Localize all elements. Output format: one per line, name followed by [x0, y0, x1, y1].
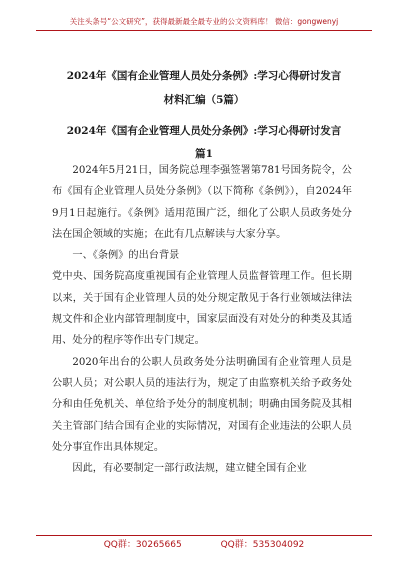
document-body	[52, 160, 352, 479]
body-paragraph: 2024年5月21日，国务院总理李强签署第781号国务院令，公布《国有企业管理人员处分条例》（以下简称《条例》），自2024年9月1日起施行。《条例》适用范围广泛，细化了公职人员政务处分法在国企领域的实施；在此有几点解读与大家分享。	[52, 165, 352, 240]
header-banner: 关注头条号“公文研究”，获得最新最全最专业的公文资料库！ 微信：gongwenyj	[69, 17, 339, 26]
header-divider	[36, 30, 372, 31]
document-subtitle: 材料汇编（5篇）	[163, 94, 245, 106]
footer-qq-group-1: QQ群：30265665	[103, 540, 182, 550]
article-title: 2024年《国有企业管理人员处分条例》:学习心得研讨发言	[66, 125, 342, 137]
footer-qq-group-2: QQ群：535304092	[220, 540, 305, 550]
body-paragraph: 因此，有必要制定一部行政法规，建立健全国有企业	[72, 463, 307, 475]
body-paragraph: 党中央、国务院高度重视国有企业管理人员监督管理工作。但长期以来，关于国有企业管理人员的处分规定散见于各行业领域法律法规文件和企业内部管理制度中，国家层面没有对处分的种类及其适用、处分的程序等作出专门规定。	[52, 271, 352, 347]
footer	[0, 537, 408, 550]
footer-divider	[36, 535, 372, 536]
section-heading: 一、《条例》的出台背景	[72, 250, 180, 262]
document-title: 2024年《国有企业管理人员处分条例》:学习心得研讨发言	[66, 70, 342, 82]
body-paragraph: 2020年出台的公职人员政务处分法明确国有企业管理人员是公职人员；对公职人员的违法行为，规定了由监察机关给予政务处分和由任免机关、单位给予处分的制度机制；明确由国务院及其相关主管部门结合国有企业的实际情况，对国有企业违法的公职人员处分事宜作出具体规定。	[52, 356, 352, 453]
article-number: 篇1	[195, 148, 213, 160]
